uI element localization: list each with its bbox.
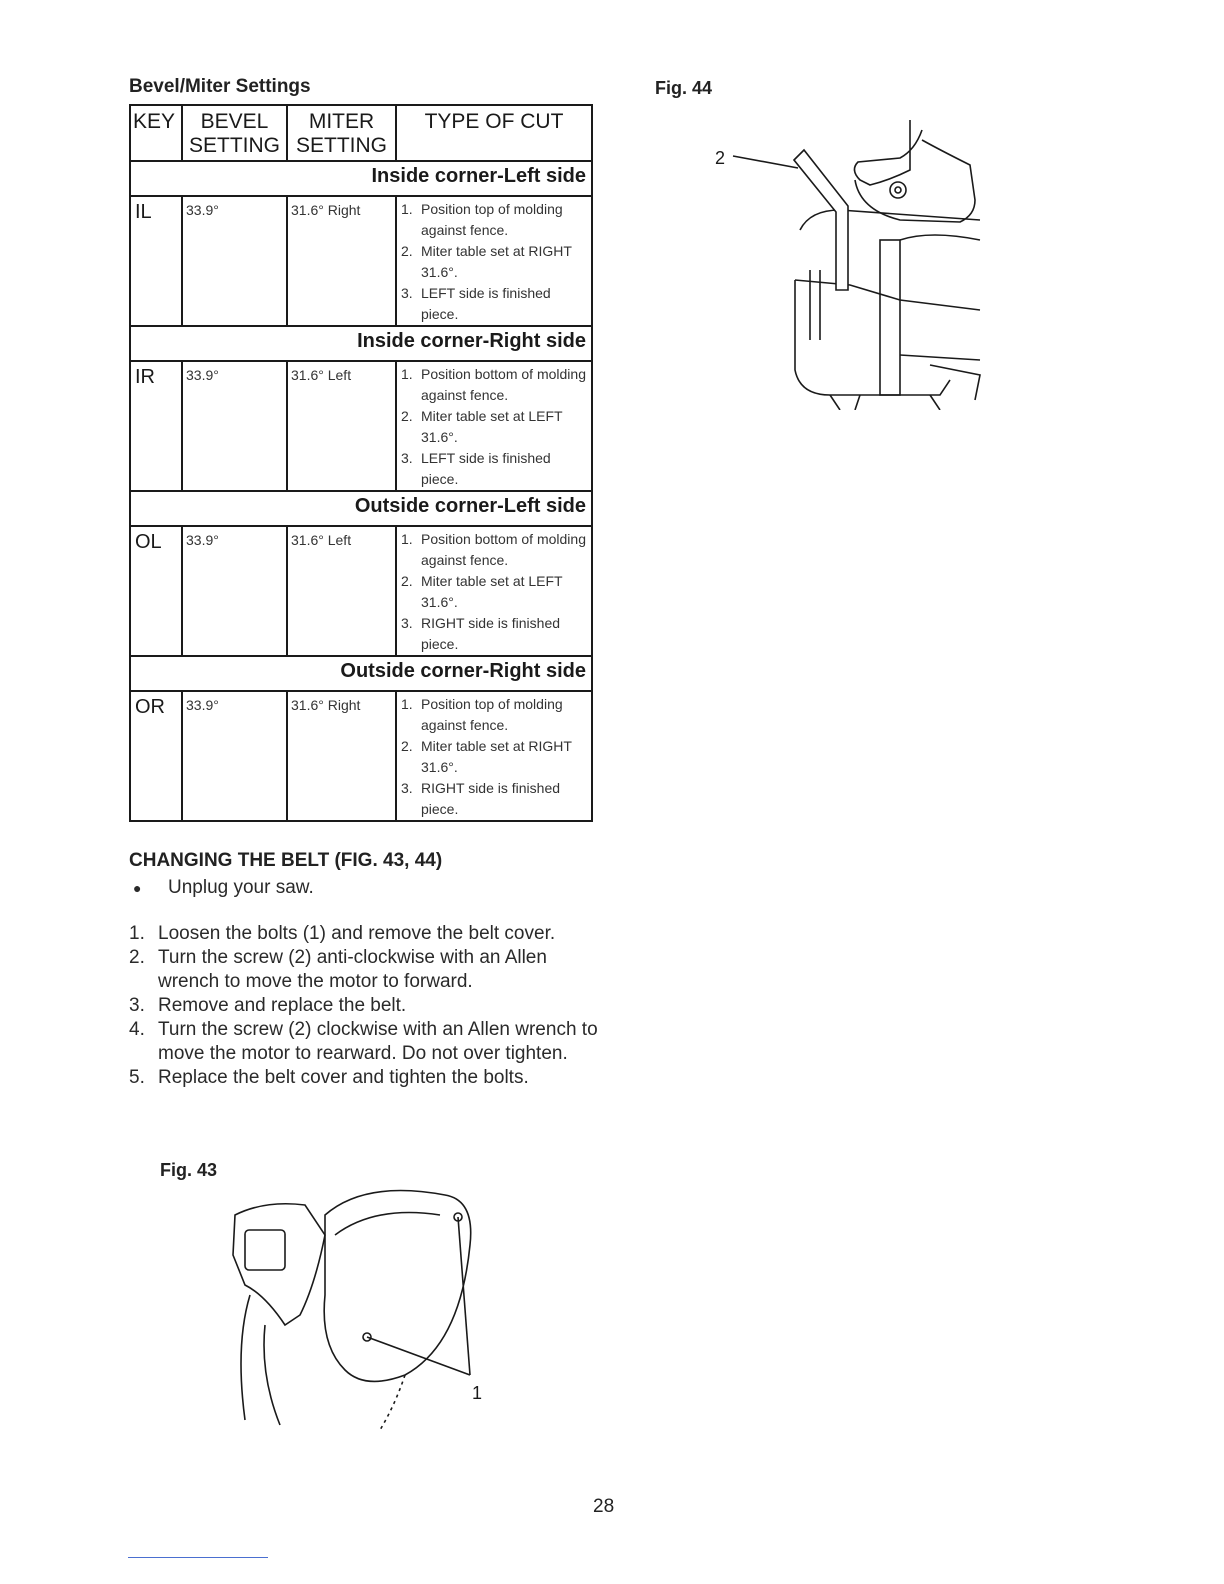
table-row: [130, 526, 592, 656]
header-key: KEY: [130, 105, 182, 161]
housing-lower: [795, 280, 950, 395]
miter-cell: 31.6° Left: [287, 361, 396, 491]
key-cell: IL: [130, 196, 182, 326]
subheading: Inside corner-Left side: [130, 161, 592, 196]
list-item: 2. Turn the screw (2) anti-clockwise with an Allen wrench to move the motor to forward.: [129, 947, 547, 992]
subheading: Outside corner-Left side: [130, 491, 592, 526]
bullet-icon: ●: [133, 880, 142, 896]
list-item: 3. RIGHT side is finished piece.: [401, 780, 561, 817]
list-item: 1. Position top of molding against fence.: [401, 201, 563, 238]
cover-edge: [900, 235, 980, 240]
list-item: 5. Replace the belt cover and tighten the bolts.: [129, 1067, 529, 1088]
table-row: [130, 691, 592, 821]
list-item: 3. Remove and replace the belt.: [129, 995, 407, 1016]
callout-leader-line: [458, 1217, 470, 1375]
bevel-cell: 33.9°: [182, 691, 287, 821]
footer-rule: [128, 1557, 268, 1558]
fig43-label: Fig. 43: [160, 1160, 218, 1180]
key-cell: OR: [130, 691, 182, 821]
list-item: 1. Position top of molding against fence.: [401, 696, 563, 733]
screw-head: [890, 182, 906, 198]
table-title: Bevel/Miter Settings: [129, 76, 311, 97]
miter-cell: 31.6° Right: [287, 196, 396, 326]
subheading-row: [130, 161, 592, 196]
fig44-illustration: [700, 110, 990, 410]
bullet-item: [129, 876, 314, 900]
base-edge: [900, 355, 980, 360]
list-item: 1. Position bottom of molding against fence.: [401, 531, 586, 568]
handle-switch: [245, 1230, 285, 1270]
list-item: 3. LEFT side is finished piece.: [401, 450, 551, 487]
table-row: [130, 196, 592, 326]
belt-cover-ridge: [335, 1213, 440, 1236]
key-cell: IR: [130, 361, 182, 491]
bevel-cell: 33.9°: [182, 526, 287, 656]
list-item: 1. Position bottom of molding against fence.: [401, 366, 586, 403]
belt-section-title: CHANGING THE BELT (FIG. 43, 44): [129, 850, 443, 871]
housing-upper-edge: [800, 210, 980, 230]
bullet-text: Unplug your saw.: [168, 877, 314, 898]
miter-cell: 31.6° Right: [287, 691, 396, 821]
list-item: 3. LEFT side is finished piece.: [401, 285, 551, 322]
subheading: Outside corner-Right side: [130, 656, 592, 691]
list-item: 2. Miter table set at RIGHT 31.6°.: [401, 243, 572, 280]
fig43-callout: 1: [472, 1383, 483, 1403]
list-item: 1. Loosen the bolts (1) and remove the belt cover.: [129, 923, 556, 944]
bevel-cell: 33.9°: [182, 196, 287, 326]
type-cell: [396, 361, 592, 491]
bevel-cell: 33.9°: [182, 361, 287, 491]
page-number: 28: [593, 1496, 615, 1517]
header-miter: MITER SETTING: [287, 105, 396, 161]
table-row: [130, 361, 592, 491]
base-legs: [830, 395, 940, 410]
header-type-of-cut: TYPE OF CUT: [396, 105, 592, 161]
table-header-row: [130, 105, 592, 161]
housing-top: [854, 120, 922, 185]
belt-cover: [324, 1191, 471, 1382]
list-item: 2. Miter table set at LEFT 31.6°.: [401, 408, 563, 445]
type-cell: [396, 196, 592, 326]
bracket-lines: [810, 270, 820, 340]
key-cell: OL: [130, 526, 182, 656]
belt-pulley-edge: [880, 240, 900, 395]
miter-cell: 31.6° Left: [287, 526, 396, 656]
motor-bracket: [855, 140, 975, 222]
screw-socket: [895, 187, 901, 193]
type-cell: [396, 691, 592, 821]
blade-edge: [380, 1375, 405, 1430]
callout-leader-line: [367, 1337, 470, 1375]
subheading-row: [130, 491, 592, 526]
belt-steps-list: [129, 922, 599, 1090]
callout-leader-line: [733, 156, 798, 168]
fig43-illustration: [225, 1175, 500, 1435]
subheading-row: [130, 326, 592, 361]
list-item: 3. RIGHT side is finished piece.: [401, 615, 561, 652]
fig44-callout: 2: [715, 148, 726, 168]
type-cell: [396, 526, 592, 656]
housing-mid-edge: [795, 280, 980, 310]
bevel-miter-table: [129, 104, 593, 822]
subheading: Inside corner-Right side: [130, 326, 592, 361]
allen-wrench-icon: [794, 150, 848, 290]
list-item: 2. Miter table set at RIGHT 31.6°.: [401, 738, 572, 775]
header-bevel: BEVEL SETTING: [182, 105, 287, 161]
subheading-row: [130, 656, 592, 691]
blade-guard: [264, 1325, 280, 1425]
blade-arc: [241, 1295, 250, 1420]
list-item: 4. Turn the screw (2) clockwise with an Allen wrench to move the motor to rearward. Do not over tighten.: [129, 1019, 598, 1064]
list-item: 2. Miter table set at LEFT 31.6°.: [401, 573, 563, 610]
fig44-label: Fig. 44: [655, 78, 713, 98]
